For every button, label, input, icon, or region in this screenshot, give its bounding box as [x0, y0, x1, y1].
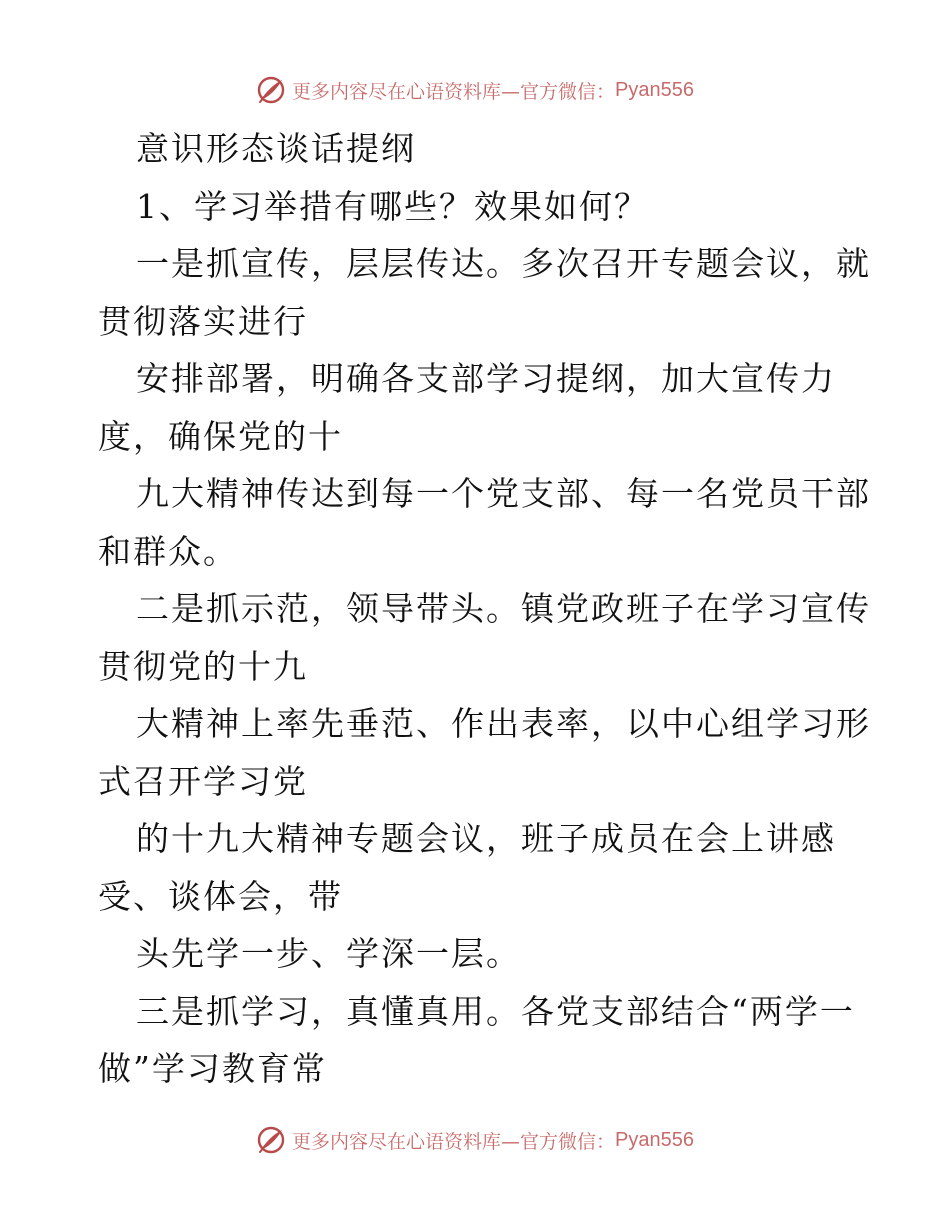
- doc-line: 一是抓宣传，层层传达。多次召开专题会议，就: [136, 244, 871, 283]
- doc-line: 1、学习举措有哪些？效果如何？: [136, 186, 649, 226]
- doc-title: 意识形态谈话提纲: [136, 129, 416, 168]
- doc-line: 的十九大精神专题会议，班子成员在会上讲感: [136, 819, 836, 858]
- doc-line: 度，确保党的十: [98, 416, 343, 456]
- doc-line: 和群众。: [98, 531, 238, 571]
- doc-line: 贯彻党的十九: [98, 646, 308, 686]
- header-banner: [0, 70, 950, 110]
- doc-line: 头先学一步、学深一层。: [136, 934, 521, 973]
- footer-banner: [0, 1120, 950, 1160]
- doc-line: 九大精神传达到每一个党支部、每一名党员干部: [136, 474, 871, 513]
- quill-logo-icon: [256, 1125, 286, 1155]
- doc-line: 安排部署，明确各支部学习提纲，加大宣传力: [136, 359, 836, 398]
- header-banner-id: Pyan556: [615, 78, 694, 101]
- doc-line: 贯彻落实进行: [98, 301, 308, 341]
- doc-line: 二是抓示范，领导带头。镇党政班子在学习宣传: [136, 589, 871, 628]
- footer-banner-id: Pyan556: [615, 1128, 694, 1151]
- doc-line: 受、谈体会，带: [98, 876, 343, 916]
- document-body: [98, 120, 871, 1098]
- footer-banner-text: 更多内容尽在心语资料库—官方微信：: [292, 1130, 616, 1153]
- header-banner-text: 更多内容尽在心语资料库—官方微信：: [292, 80, 616, 103]
- doc-line: 式召开学习党: [98, 761, 308, 801]
- doc-line: 大精神上率先垂范、作出表率，以中心组学习形: [136, 704, 871, 743]
- quill-logo-icon: [256, 75, 286, 105]
- doc-line: 做”学习教育常: [98, 1049, 327, 1088]
- doc-line: 三是抓学习，真懂真用。各党支部结合“两学一: [136, 991, 855, 1031]
